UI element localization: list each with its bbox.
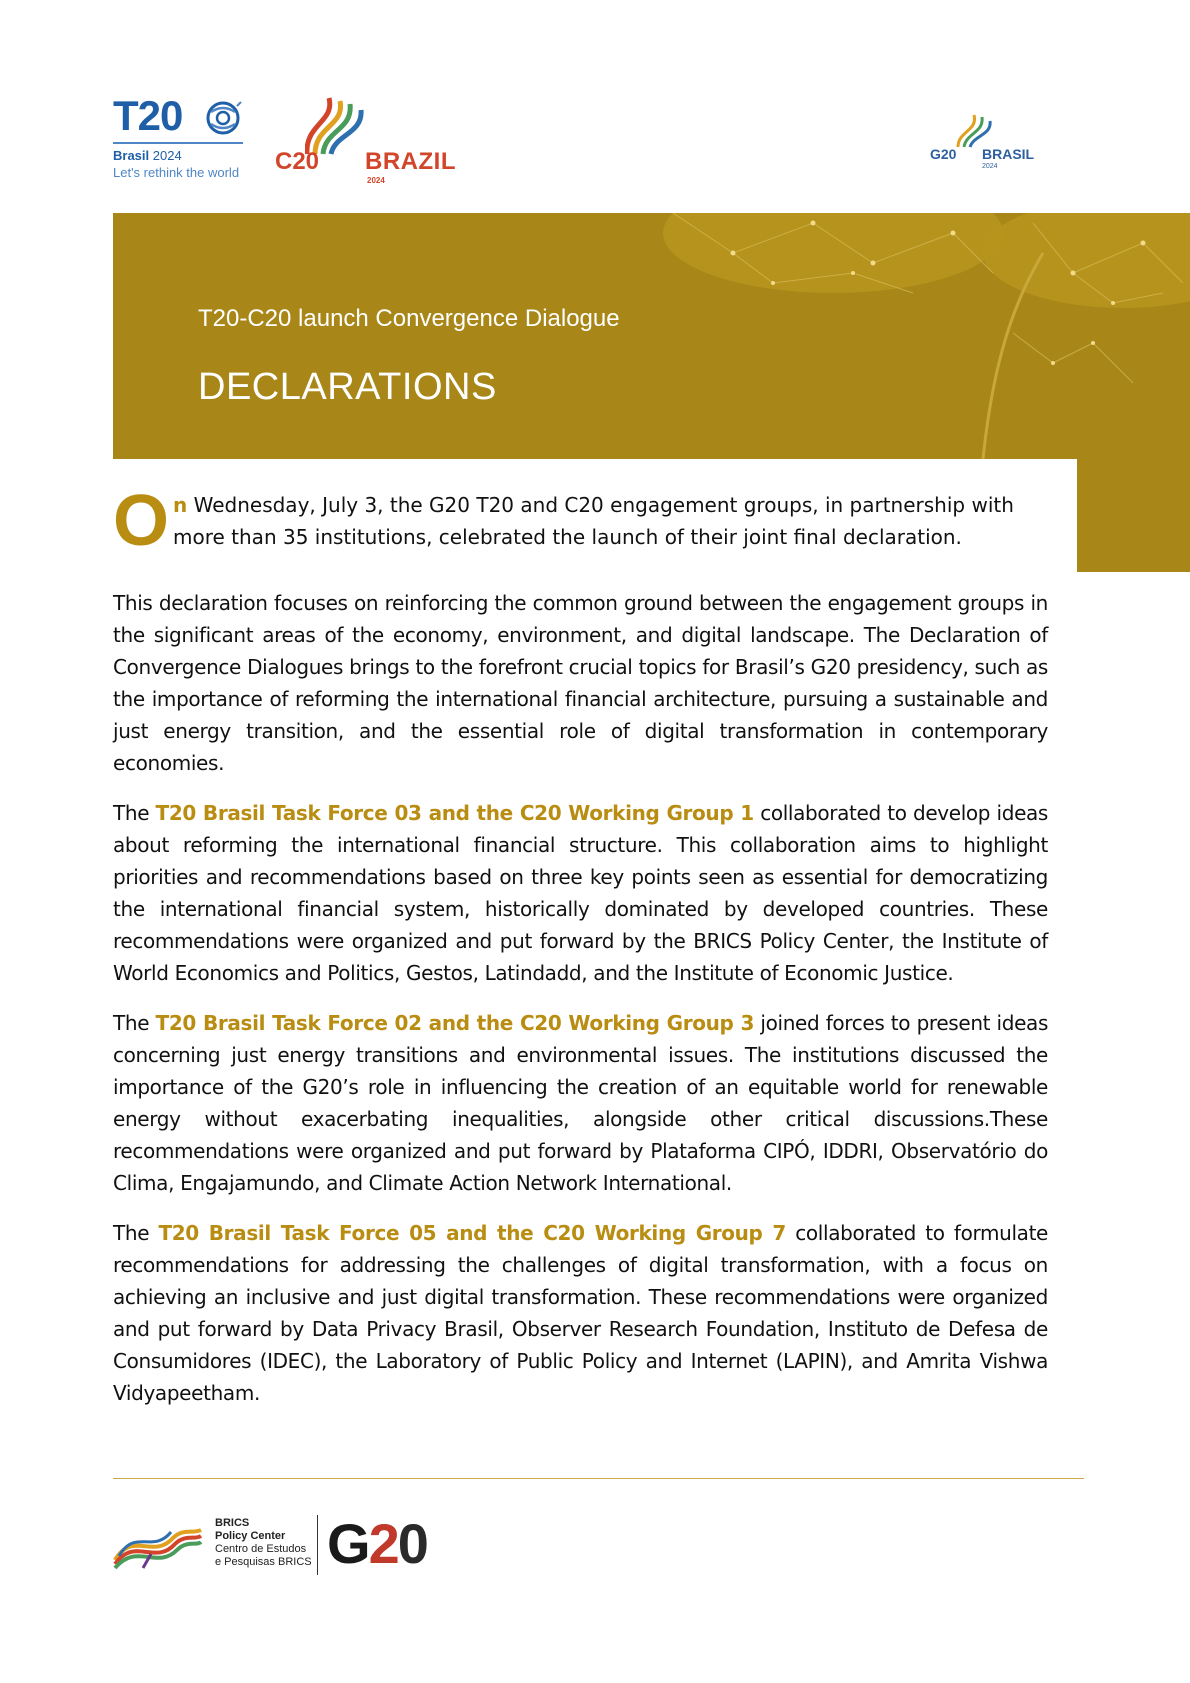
- banner-subtitle: T20-C20 launch Convergence Dialogue: [198, 305, 620, 332]
- t20-logo: [113, 94, 248, 184]
- highlight-tf05-wg7: T20 Brasil Task Force 05 and the C20 Working Group 7: [158, 1221, 786, 1245]
- highlight-tf03-wg1: T20 Brasil Task Force 03 and the C20 Working Group 1: [155, 801, 754, 825]
- title-banner: [113, 213, 1190, 459]
- c20-country: BRAZIL: [365, 148, 456, 175]
- intro-first-letter: n: [173, 493, 188, 517]
- g20-wordmark: G20: [930, 146, 957, 162]
- article-body: [113, 481, 1049, 1409]
- paragraph-overview: This declaration focuses on reinforcing the common ground between the engagement groups in the significant areas of the economy, environment, and digital landscape. The Declaration of Convergence Dialogues brings to the forefront crucial topics for Brasil’s G20 presidency, such as the importance of reforming the international financial architecture, pursuing a sustainable and just energy transition, and the essential role of digital transformation in contemporary economies.: [113, 591, 1048, 775]
- c20-logo: [275, 96, 465, 196]
- brics-policy-center-logo: [113, 1520, 203, 1570]
- c20-swirl-icon: [305, 96, 375, 156]
- paragraph-financial: The T20 Brasil Task Force 03 and the C20 Working Group 1 collaborated to develop ideas about reforming the international financial structure. This collaboration aims to highlight priorities and recommendations based on three key points seen as essential for democratizing the international financial system, historically dominated by developed countries. These recommendations were organized and put forward by the BRICS Policy Center, the Institute of World Economics and Politics, Gestos, Latindadd, and the Institute of Economic Justice.: [113, 801, 1049, 985]
- t20-year-line: Brasil 2024: [113, 148, 182, 163]
- g20-swirl-icon: [952, 113, 996, 149]
- g20-country: BRASIL: [982, 146, 1035, 162]
- t20-tagline: Let's rethink the world: [113, 165, 240, 180]
- brics-policy-center-text: BRICS Policy Center Centro de Estudos e Pesquisas BRICS: [215, 1517, 312, 1568]
- g20-brasil-logo: [930, 113, 1050, 173]
- footer-divider-line: [113, 1478, 1084, 1479]
- network-leaf-decoration: [113, 213, 1190, 459]
- g20-year: 2024: [982, 163, 998, 170]
- globe-icon: [203, 98, 243, 138]
- drop-cap: O: [113, 481, 170, 561]
- c20-year: 2024: [367, 176, 385, 185]
- c20-wordmark: C20: [275, 148, 320, 175]
- intro-paragraph: [113, 481, 1048, 561]
- paragraph-digital: The T20 Brasil Task Force 05 and the C20 Working Group 7 collaborated to formulate recommendations for addressing the challenges of digital transformation, with a focus on achieving an inclusive and just digital transformation. These recommendations were organized and put forward by Data Privacy Brasil, Observer Research Foundation, Instituto de Defesa de Consumidores (IDEC), the Laboratory of Public Policy and Internet (LAPIN), and Amrita Vishwa Vidyapeetham.: [113, 1221, 1049, 1405]
- footer-logo-divider: [317, 1515, 318, 1575]
- paragraph-energy: The T20 Brasil Task Force 02 and the C20 Working Group 3 joined forces to present ideas concerning just energy transitions and environmental issues. The institutions discussed the importance of the G20’s role in influencing the creation of an equitable world for renewable energy without exacerbating inequalities, alongside other critical discussions.These recommendations were organized and put forward by Plataforma CIPÓ, IDDRI, Observatório do Clima, Engajamundo, and Climate Action Network International.: [113, 1011, 1049, 1195]
- t20-divider: [113, 142, 243, 144]
- page-title: DECLARATIONS: [198, 366, 497, 408]
- banner-side-block: [1077, 459, 1190, 572]
- g20-footer-logo: G20: [327, 1512, 427, 1575]
- t20-wordmark: T20: [113, 92, 183, 139]
- intro-text: Wednesday, July 3, the G20 T20 and C20 engagement groups, in partnership with more than 35 institutions, celebrated the launch of their joint final declaration.: [173, 493, 1014, 549]
- highlight-tf02-wg3: T20 Brasil Task Force 02 and the C20 Working Group 3: [155, 1011, 755, 1035]
